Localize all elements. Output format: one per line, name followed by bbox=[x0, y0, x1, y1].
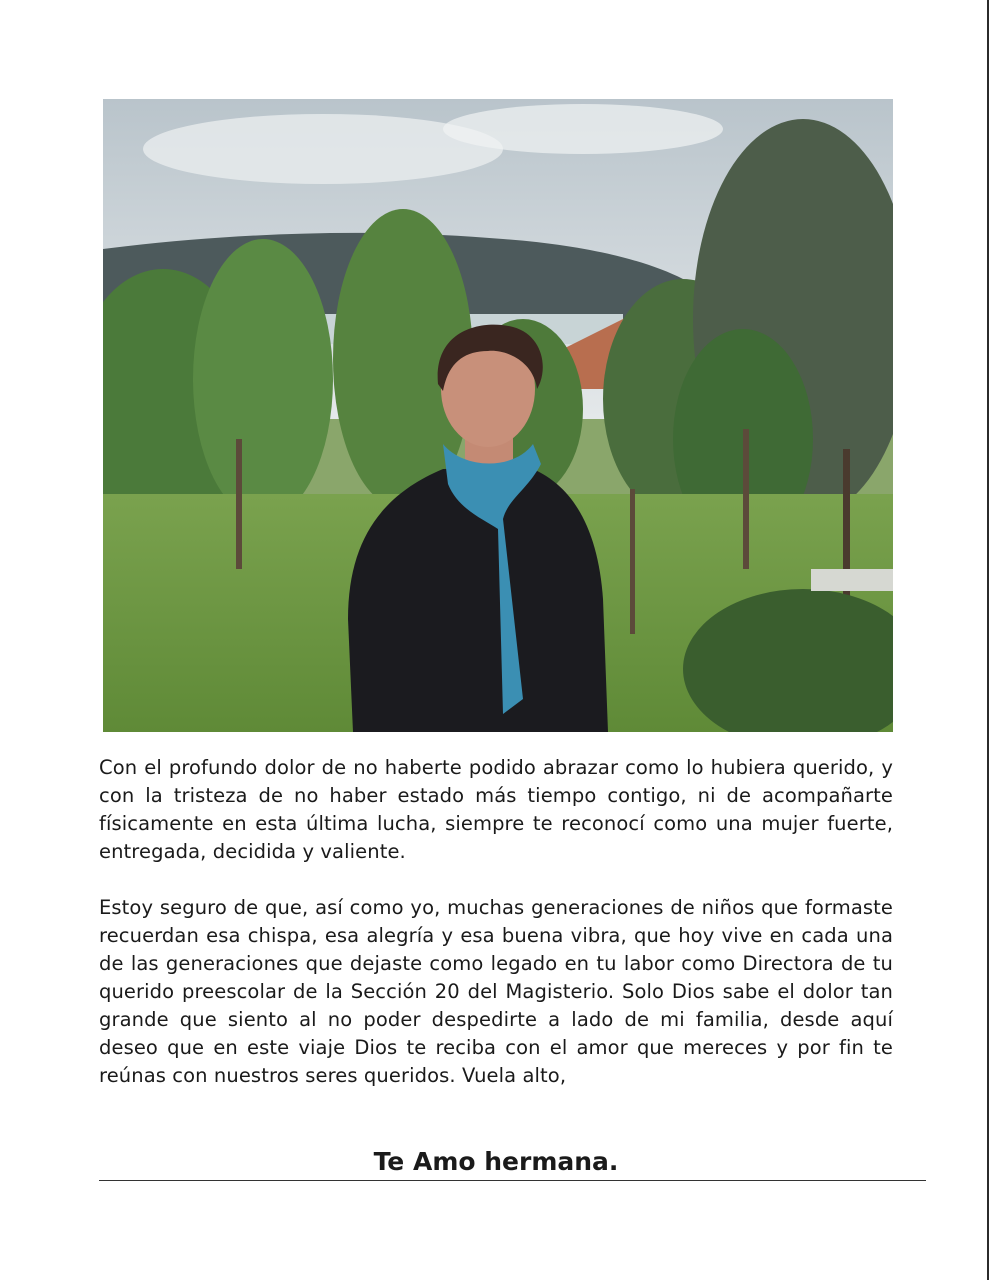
portrait-photo bbox=[103, 99, 893, 732]
letter-paragraph-1: Con el profundo dolor de no haberte podido abrazar como lo hubiera querido, y con la tristeza de no haber estado más tiempo contigo, ni de acompañarte físicamente en esta última lucha, siempre te reconocí como una mujer fuerte, entregada, decidida y valiente. bbox=[99, 756, 893, 863]
letter-closing: Te Amo hermana. bbox=[373, 1147, 619, 1176]
letter-body bbox=[99, 754, 893, 1118]
letter-paragraph-2: Estoy seguro de que, así como yo, muchas generaciones de niños que formaste recuerdan esa chispa, esa alegría y esa buena vibra, que hoy vive en cada una de las generaciones que dejaste como legado en tu labor como Directora de tu querido preescolar de la Sección 20 del Magisterio. Solo Dios sabe el dolor tan grande que siento al no poder despedirte a lado de mi familia, desde aquí deseo que en este viaje Dios te reciba con el amor que mereces y por fin te reúnas con nuestros seres queridos. Vuela alto, bbox=[99, 896, 893, 1087]
closing-underline bbox=[99, 1180, 926, 1181]
